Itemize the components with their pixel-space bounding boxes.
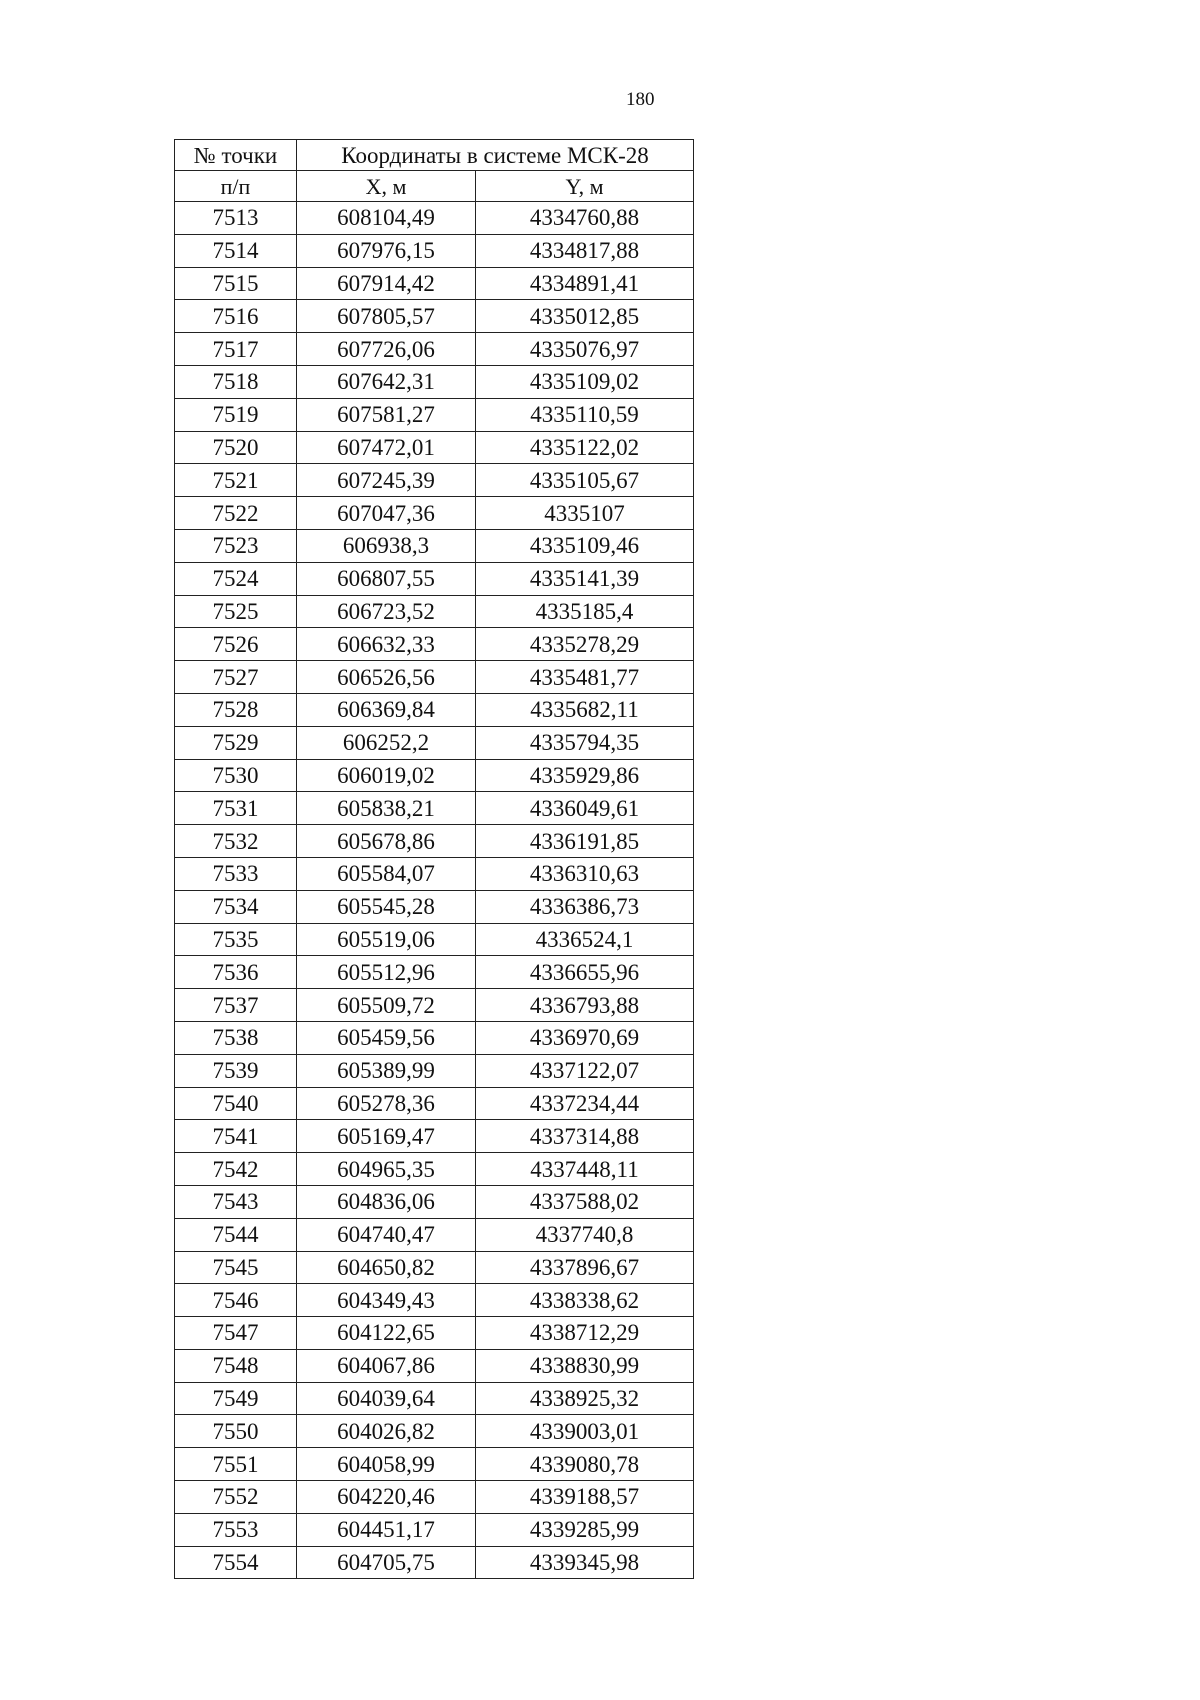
y-coordinate-cell: 4335682,11 [476, 693, 694, 726]
table-row [175, 628, 694, 661]
table-row [175, 202, 694, 235]
point-number-cell: 7524 [175, 562, 297, 595]
x-coordinate-cell: 605389,99 [297, 1054, 476, 1087]
y-coordinate-cell: 4339080,78 [476, 1448, 694, 1481]
point-number-cell: 7531 [175, 792, 297, 825]
table-row [175, 1349, 694, 1382]
table-row [175, 1481, 694, 1514]
y-coordinate-cell: 4335076,97 [476, 333, 694, 366]
y-coordinate-cell: 4338338,62 [476, 1284, 694, 1317]
table-row [175, 1546, 694, 1579]
y-coordinate-cell: 4335278,29 [476, 628, 694, 661]
y-coordinate-cell: 4339188,57 [476, 1481, 694, 1514]
table-row [175, 1087, 694, 1120]
point-number-cell: 7520 [175, 431, 297, 464]
point-number-cell: 7552 [175, 1481, 297, 1514]
y-coordinate-cell: 4336793,88 [476, 989, 694, 1022]
table-row [175, 1448, 694, 1481]
y-coordinate-cell: 4337448,11 [476, 1153, 694, 1186]
table-row [175, 1382, 694, 1415]
x-coordinate-cell: 607472,01 [297, 431, 476, 464]
y-coordinate-cell: 4338712,29 [476, 1317, 694, 1350]
x-coordinate-cell: 607726,06 [297, 333, 476, 366]
x-coordinate-cell: 604451,17 [297, 1513, 476, 1546]
y-coordinate-cell: 4336524,1 [476, 923, 694, 956]
point-number-cell: 7516 [175, 300, 297, 333]
point-number-cell: 7549 [175, 1382, 297, 1415]
point-number-cell: 7523 [175, 529, 297, 562]
table-row [175, 431, 694, 464]
table-row [175, 1284, 694, 1317]
table-row [175, 234, 694, 267]
table-row [175, 726, 694, 759]
x-coordinate-cell: 607642,31 [297, 365, 476, 398]
point-number-cell: 7539 [175, 1054, 297, 1087]
table-row [175, 1513, 694, 1546]
table-row [175, 300, 694, 333]
x-coordinate-cell: 606938,3 [297, 529, 476, 562]
coordinates-system-header: Координаты в системе МСК-28 [297, 140, 694, 171]
y-coordinate-cell: 4336310,63 [476, 857, 694, 890]
point-number-cell: 7536 [175, 956, 297, 989]
x-coordinate-cell: 604836,06 [297, 1185, 476, 1218]
x-coordinate-cell: 605459,56 [297, 1021, 476, 1054]
point-number-cell: 7527 [175, 661, 297, 694]
table-row [175, 923, 694, 956]
table-row [175, 661, 694, 694]
point-number-cell: 7544 [175, 1218, 297, 1251]
point-number-cell: 7541 [175, 1120, 297, 1153]
point-number-cell: 7529 [175, 726, 297, 759]
x-coordinate-cell: 605678,86 [297, 825, 476, 858]
x-coordinate-cell: 608104,49 [297, 202, 476, 235]
table-row [175, 1054, 694, 1087]
table-row [175, 1251, 694, 1284]
table-row [175, 989, 694, 1022]
table-row [175, 1415, 694, 1448]
x-coordinate-cell: 607914,42 [297, 267, 476, 300]
x-coordinate-cell: 604039,64 [297, 1382, 476, 1415]
y-coordinate-cell: 4335105,67 [476, 464, 694, 497]
point-number-cell: 7532 [175, 825, 297, 858]
x-coordinate-cell: 606807,55 [297, 562, 476, 595]
table-row [175, 890, 694, 923]
point-number-cell: 7534 [175, 890, 297, 923]
y-coordinate-cell: 4337896,67 [476, 1251, 694, 1284]
table-row [175, 956, 694, 989]
y-coordinate-cell: 4337234,44 [476, 1087, 694, 1120]
x-coordinate-cell: 604220,46 [297, 1481, 476, 1514]
x-coordinate-cell: 604122,65 [297, 1317, 476, 1350]
y-coordinate-cell: 4338925,32 [476, 1382, 694, 1415]
x-coordinate-cell: 604650,82 [297, 1251, 476, 1284]
y-coordinate-cell: 4334891,41 [476, 267, 694, 300]
point-number-cell: 7543 [175, 1185, 297, 1218]
point-number-cell: 7538 [175, 1021, 297, 1054]
point-number-cell: 7513 [175, 202, 297, 235]
y-column-header: Y, м [476, 171, 694, 202]
x-coordinate-cell: 606252,2 [297, 726, 476, 759]
x-coordinate-cell: 606526,56 [297, 661, 476, 694]
x-coordinate-cell: 604026,82 [297, 1415, 476, 1448]
x-coordinate-cell: 604349,43 [297, 1284, 476, 1317]
table-row [175, 267, 694, 300]
y-coordinate-cell: 4336386,73 [476, 890, 694, 923]
x-coordinate-cell: 607805,57 [297, 300, 476, 333]
x-coordinate-cell: 607976,15 [297, 234, 476, 267]
y-coordinate-cell: 4335794,35 [476, 726, 694, 759]
point-number-cell: 7528 [175, 693, 297, 726]
point-number-header-line2: п/п [175, 171, 297, 202]
table-row [175, 825, 694, 858]
point-number-cell: 7551 [175, 1448, 297, 1481]
page-number: 180 [626, 89, 655, 110]
table-body [175, 202, 694, 1579]
x-coordinate-cell: 604705,75 [297, 1546, 476, 1579]
table-row [175, 759, 694, 792]
table-row [175, 595, 694, 628]
x-coordinate-cell: 604067,86 [297, 1349, 476, 1382]
y-coordinate-cell: 4334817,88 [476, 234, 694, 267]
table-row [175, 365, 694, 398]
x-coordinate-cell: 606369,84 [297, 693, 476, 726]
y-coordinate-cell: 4335481,77 [476, 661, 694, 694]
table-row [175, 497, 694, 530]
point-number-cell: 7545 [175, 1251, 297, 1284]
point-number-cell: 7542 [175, 1153, 297, 1186]
table-row [175, 398, 694, 431]
x-column-header: X, м [297, 171, 476, 202]
x-coordinate-cell: 605584,07 [297, 857, 476, 890]
point-number-cell: 7519 [175, 398, 297, 431]
y-coordinate-cell: 4337122,07 [476, 1054, 694, 1087]
x-coordinate-cell: 605509,72 [297, 989, 476, 1022]
x-coordinate-cell: 605838,21 [297, 792, 476, 825]
point-number-cell: 7525 [175, 595, 297, 628]
point-number-cell: 7533 [175, 857, 297, 890]
point-number-cell: 7546 [175, 1284, 297, 1317]
y-coordinate-cell: 4335109,02 [476, 365, 694, 398]
y-coordinate-cell: 4335109,46 [476, 529, 694, 562]
y-coordinate-cell: 4337588,02 [476, 1185, 694, 1218]
table-row [175, 529, 694, 562]
table-row [175, 1153, 694, 1186]
x-coordinate-cell: 605278,36 [297, 1087, 476, 1120]
table-row [175, 562, 694, 595]
point-number-cell: 7521 [175, 464, 297, 497]
coordinates-table [174, 139, 694, 1579]
y-coordinate-cell: 4339345,98 [476, 1546, 694, 1579]
table-row [175, 464, 694, 497]
point-number-cell: 7535 [175, 923, 297, 956]
x-coordinate-cell: 604965,35 [297, 1153, 476, 1186]
x-coordinate-cell: 605545,28 [297, 890, 476, 923]
y-coordinate-cell: 4336655,96 [476, 956, 694, 989]
y-coordinate-cell: 4337740,8 [476, 1218, 694, 1251]
point-number-cell: 7548 [175, 1349, 297, 1382]
table-row [175, 1218, 694, 1251]
x-coordinate-cell: 606019,02 [297, 759, 476, 792]
point-number-cell: 7554 [175, 1546, 297, 1579]
y-coordinate-cell: 4335012,85 [476, 300, 694, 333]
x-coordinate-cell: 606632,33 [297, 628, 476, 661]
y-coordinate-cell: 4339285,99 [476, 1513, 694, 1546]
y-coordinate-cell: 4335141,39 [476, 562, 694, 595]
y-coordinate-cell: 4335185,4 [476, 595, 694, 628]
point-number-cell: 7540 [175, 1087, 297, 1120]
point-number-cell: 7515 [175, 267, 297, 300]
y-coordinate-cell: 4335110,59 [476, 398, 694, 431]
x-coordinate-cell: 605512,96 [297, 956, 476, 989]
x-coordinate-cell: 607245,39 [297, 464, 476, 497]
y-coordinate-cell: 4339003,01 [476, 1415, 694, 1448]
x-coordinate-cell: 606723,52 [297, 595, 476, 628]
table-row [175, 857, 694, 890]
y-coordinate-cell: 4337314,88 [476, 1120, 694, 1153]
point-number-cell: 7530 [175, 759, 297, 792]
point-number-cell: 7553 [175, 1513, 297, 1546]
point-number-cell: 7547 [175, 1317, 297, 1350]
x-coordinate-cell: 604058,99 [297, 1448, 476, 1481]
y-coordinate-cell: 4336970,69 [476, 1021, 694, 1054]
x-coordinate-cell: 607581,27 [297, 398, 476, 431]
header-row-sub [175, 171, 694, 202]
point-number-cell: 7514 [175, 234, 297, 267]
point-number-cell: 7526 [175, 628, 297, 661]
point-number-cell: 7518 [175, 365, 297, 398]
point-number-cell: 7522 [175, 497, 297, 530]
y-coordinate-cell: 4335107 [476, 497, 694, 530]
header-row-main [175, 140, 694, 171]
table-row [175, 1185, 694, 1218]
table-header [175, 140, 694, 202]
table-row [175, 792, 694, 825]
table-row [175, 1120, 694, 1153]
x-coordinate-cell: 605169,47 [297, 1120, 476, 1153]
y-coordinate-cell: 4336191,85 [476, 825, 694, 858]
table-row [175, 1317, 694, 1350]
point-number-cell: 7537 [175, 989, 297, 1022]
x-coordinate-cell: 604740,47 [297, 1218, 476, 1251]
y-coordinate-cell: 4334760,88 [476, 202, 694, 235]
point-number-cell: 7550 [175, 1415, 297, 1448]
table-row [175, 693, 694, 726]
x-coordinate-cell: 607047,36 [297, 497, 476, 530]
point-number-header-line1: № точки [175, 140, 297, 171]
point-number-cell: 7517 [175, 333, 297, 366]
y-coordinate-cell: 4335929,86 [476, 759, 694, 792]
x-coordinate-cell: 605519,06 [297, 923, 476, 956]
table-row [175, 1021, 694, 1054]
y-coordinate-cell: 4336049,61 [476, 792, 694, 825]
table-row [175, 333, 694, 366]
y-coordinate-cell: 4338830,99 [476, 1349, 694, 1382]
y-coordinate-cell: 4335122,02 [476, 431, 694, 464]
